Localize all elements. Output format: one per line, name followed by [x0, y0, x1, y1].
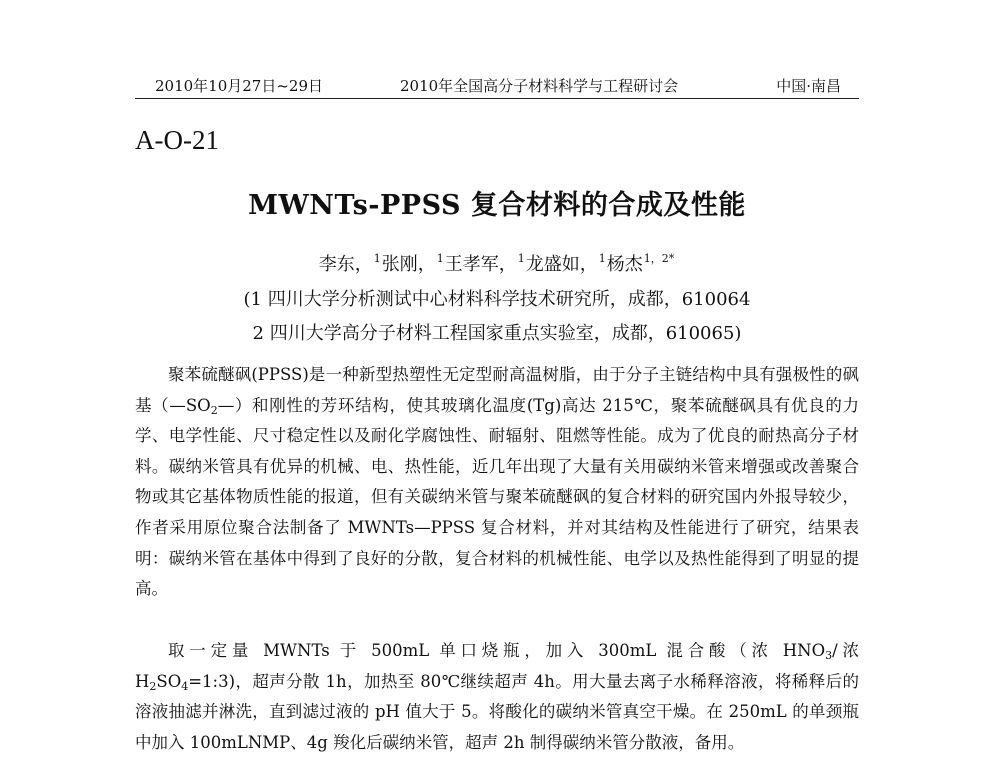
affiliation-mark: 1	[436, 252, 444, 265]
header-location: 中国·南昌	[776, 77, 841, 95]
abstract-paragraph	[135, 360, 859, 636]
header-date: 2010年10月27日~29日	[155, 77, 324, 95]
author-name: 李东，	[318, 254, 373, 275]
affiliation-line: (1 四川大学分析测试中心材料科学技术研究所，成都，610064	[243, 289, 751, 310]
text-run: 取一定量 MWNTs 于 500mL 单口烧瓶，加入 300mL 混合酸（浓 HNO	[168, 641, 826, 660]
header-conference: 2010年全国高分子材料科学与工程研讨会	[400, 77, 679, 95]
subscript: 2	[149, 679, 157, 693]
author-name: 张刚，	[381, 254, 436, 275]
author-name: 杨杰	[606, 254, 643, 275]
subscript: 4	[181, 679, 189, 693]
subscript: 2	[210, 403, 218, 417]
method-paragraph	[135, 636, 859, 760]
running-header	[135, 76, 859, 99]
text-run: 聚苯硫醚砜(PPSS)是一种新型热塑性无定型耐高温树脂，由于分子主链结构中具有强极性的砜基（—SO	[135, 365, 859, 415]
affiliation-line: 2 四川大学高分子材料工程国家重点实验室，成都，610065)	[252, 323, 742, 344]
text-run: SO	[156, 671, 182, 691]
paper-title: MWNTs-PPSS 复合材料的合成及性能	[248, 190, 746, 221]
text-run: —）和刚性的芳环结构，使其玻璃化温度(Tg)高达 215℃，聚苯硫醚砜具有优良的力学、电学性能、尺寸稳定性以及耐化学腐蚀性、耐辐射、阻燃等性能。成为了优良的耐热高分子材料。碳纳米管具有优异的机械、电、热性能，近几年出现了大量有关用碳纳米管来增强或改善聚合物或其它基体物质性能的报道，但有关碳纳米管与聚苯硫醚砜的复合材料的研究国内外报导较少，作者采用原位聚合法制备了 MWNTs—PPSS 复合材料，并对其结构及性能进行了研究，结果表明：碳纳米管在基体中得到了良好的分散，复合材料的机械性能、电学以及热性能得到了明显的提高。	[135, 395, 859, 599]
text-run: /浓 H	[135, 641, 859, 691]
subscript: 3	[825, 649, 833, 662]
affiliation-mark: 1，2*	[643, 252, 675, 265]
affiliation-mark: 1	[598, 252, 606, 265]
author-name: 龙盛如，	[525, 254, 598, 275]
affiliation-mark: 1	[517, 252, 525, 265]
text-run: =1:3)，超声分散 1h，加热至 80℃继续超声 4h。用大量去离子水稀释溶液，将稀释后的溶液抽滤并淋洗，直到滤过液的 pH 值大于 5。将酸化的碳纳米管真空干燥。在 250mL 的单颈瓶中加入 100mLNMP、4g 羧化后碳纳米管，超声 2h 制得碳纳米管分散液，备用。	[135, 671, 859, 752]
paper-code: A-O-21	[135, 125, 219, 155]
author-name: 王孝军，	[444, 254, 517, 275]
author-list	[135, 246, 859, 278]
affiliation-mark: 1	[373, 252, 381, 265]
